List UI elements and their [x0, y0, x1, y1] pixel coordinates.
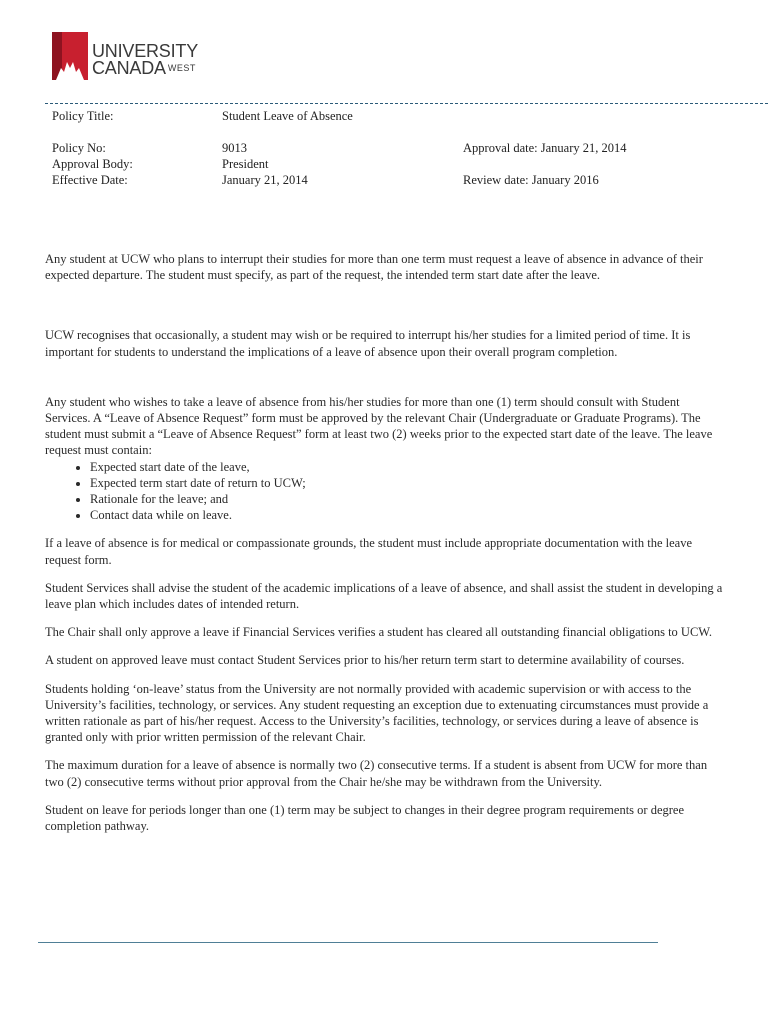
list-item: • Expected start date of the leave, — [90, 459, 725, 475]
paragraph-maximum-duration: The maximum duration for a leave of absence is normally two (2) consecutive terms. If a student is absent from UCW for more than two (2) consecutive terms without prior approval from the Chair he/she may be withdrawn from the University. — [45, 758, 708, 789]
list-item: • Contact data while on leave. — [90, 507, 725, 523]
paragraph-student-services: Student Services shall advise the student of the academic implications of a leave of absence, and shall assist the student in developing a leave plan which includes dates of intended return. — [45, 580, 723, 612]
effective-date-label: Effective Date: — [52, 173, 128, 187]
policy-no-value: 9013 — [222, 141, 247, 155]
logo-line-university: UNIVERSITY — [92, 41, 199, 61]
header-divider — [45, 103, 768, 104]
paragraph-return: A student on approved leave must contact Student Services prior to his/her return term start to determine availability of courses. — [45, 653, 685, 668]
list-item: • Rationale for the leave; and — [90, 491, 725, 507]
approval-date: Approval date: January 21, 2014 — [463, 141, 627, 155]
paragraph-medical: If a leave of absence is for medical or compassionate grounds, the student must include appropriate documentation with the leave request form. — [45, 536, 693, 567]
policy-title-label: Policy Title: — [52, 109, 114, 123]
leave-request-requirements — [45, 459, 725, 524]
paragraph-financial: The Chair shall only approve a leave if Financial Services verifies a student has cleared all outstanding financial obligations to UCW. — [45, 625, 713, 640]
list-item: • Expected term start date of return to UCW; — [90, 475, 725, 491]
effective-date-value: January 21, 2014 — [222, 173, 308, 187]
maple-leaf-logo-icon — [52, 32, 88, 80]
policy-no-label: Policy No: — [52, 141, 106, 155]
logo-line-canada: CANADA $^{WEST}$ — [92, 58, 196, 78]
footer-divider — [38, 942, 658, 943]
paragraph-purpose: Any student at UCW who plans to interrupt their studies for more than one term must request a leave of absence in advance of their expected departure. The student must specify, as part of the request, the intended term start date after the leave. — [45, 252, 703, 283]
logo-line-west: WEST — [167, 63, 196, 73]
policy-body — [45, 251, 725, 834]
approval-body-label: Approval Body: — [52, 157, 133, 171]
university-logo — [52, 32, 222, 84]
review-date: Review date: January 2016 — [463, 173, 599, 187]
approval-body-value: President — [222, 157, 269, 171]
paragraph-on-leave-status: Students holding ‘on-leave’ status from the University are not normally provided with academic supervision or with access to the University’s facilities, technology, or services. Any student requesting an exception due to extenuating circumstances must provide a written rationale as part of his/her request. Access to the University’s facilities, technology, or services during a leave of absence is granted only with prior written permission of the relevant Chair. — [45, 681, 709, 745]
paragraph-rationale: UCW recognises that occasionally, a student may wish or be required to interrupt his/her studies for a limited period of time. It is important for students to understand the implications of a leave of absence upon their overall program completion. — [45, 328, 691, 359]
paragraph-program-changes: Student on leave for periods longer than one (1) term may be subject to changes in their degree program requirements or degree completion pathway. — [45, 802, 685, 834]
policy-title-value: Student Leave of Absence — [222, 109, 353, 123]
paragraph-procedure: Any student who wishes to take a leave of absence from his/her studies for more than one (1) term should consult with Student Services. A “Leave of Absence Request” form must be approved by the relevant Chair (Undergraduate or Graduate Programs). The student must submit a “Leave of Absence Request” form at least two (2) weeks prior to the expected start date of the leave. The leave request must contain: — [45, 394, 713, 458]
logo-wordmark — [92, 43, 198, 77]
